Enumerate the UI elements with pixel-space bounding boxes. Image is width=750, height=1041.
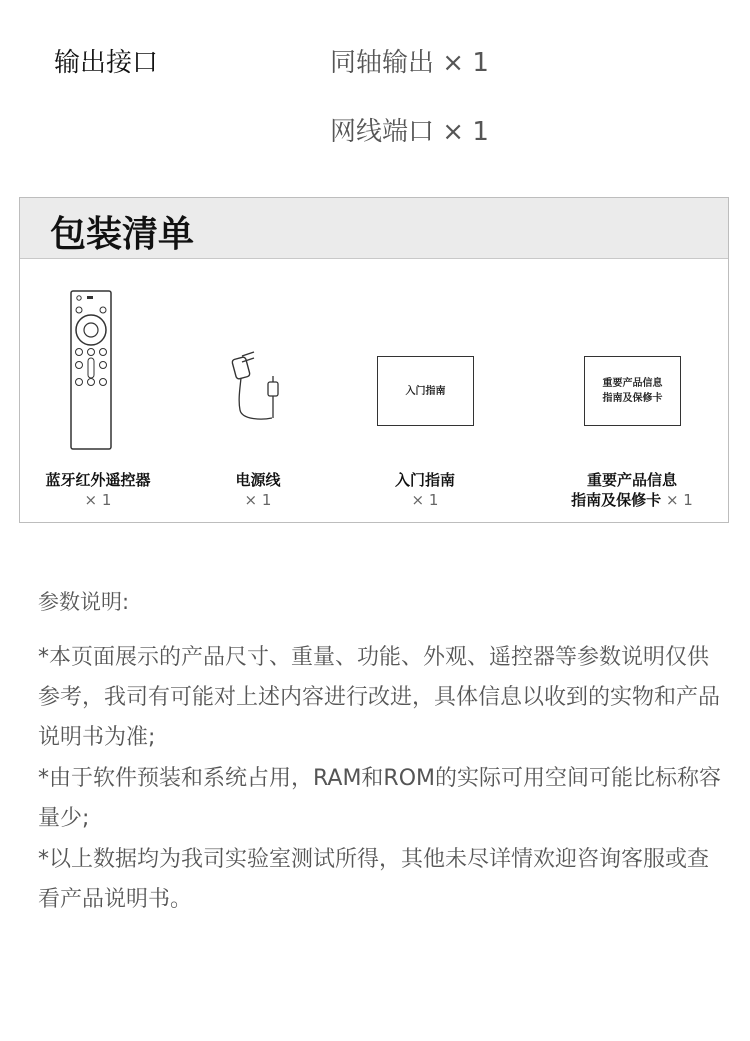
note-item: *以上数据均为我司实验室测试所得，其他未尽详情欢迎咨询客服或查看产品说明书。 <box>38 847 710 912</box>
spec-notes <box>38 586 728 921</box>
remote-control-icon <box>70 290 112 450</box>
item-name-warranty-line2: 指南及保修卡 <box>571 491 662 509</box>
packing-list-title: 包装清单 <box>50 214 195 255</box>
item-qty-warranty <box>556 490 708 510</box>
item-qty-remote: × 1 <box>84 491 112 509</box>
packing-item-remote <box>20 198 176 522</box>
guide-card-text: 入门指南 <box>405 385 446 397</box>
packing-item-power-cord <box>190 198 326 522</box>
item-qty-guide: × 1 <box>411 491 439 509</box>
warranty-card-line1: 重要产品信息 <box>602 378 663 389</box>
note-item: *由于软件预装和系统占用，RAM和ROM的实际可用空间可能比标称容量少; <box>38 766 722 831</box>
notes-title: 参数说明: <box>38 590 130 614</box>
warranty-card-icon <box>584 356 681 426</box>
item-name-remote: 蓝牙红外遥控器 <box>45 471 151 489</box>
power-cord-icon <box>228 348 288 428</box>
item-qty-power-cord: × 1 <box>244 491 272 509</box>
spec-value-ethernet: 网线端口 × 1 <box>330 117 489 147</box>
packing-list-panel <box>19 197 729 523</box>
item-name-power-cord: 电源线 <box>235 471 281 489</box>
item-name-guide: 入门指南 <box>394 471 455 489</box>
item-name-warranty: 重要产品信息 <box>586 471 677 489</box>
packing-item-warranty <box>556 198 708 522</box>
packing-item-guide <box>350 198 500 522</box>
warranty-card-line2: 指南及保修卡 <box>602 393 663 404</box>
guide-booklet-icon <box>377 356 474 426</box>
spec-label: 输出接口 <box>54 48 159 78</box>
spec-value-coaxial: 同轴输出 × 1 <box>330 48 489 78</box>
item-qty-warranty-value: × 1 <box>665 491 693 509</box>
note-item: *本页面展示的产品尺寸、重量、功能、外观、遥控器等参数说明仅供参考，我司有可能对上述内容进行改进，具体信息以收到的实物和产品说明书为准; <box>38 645 721 750</box>
